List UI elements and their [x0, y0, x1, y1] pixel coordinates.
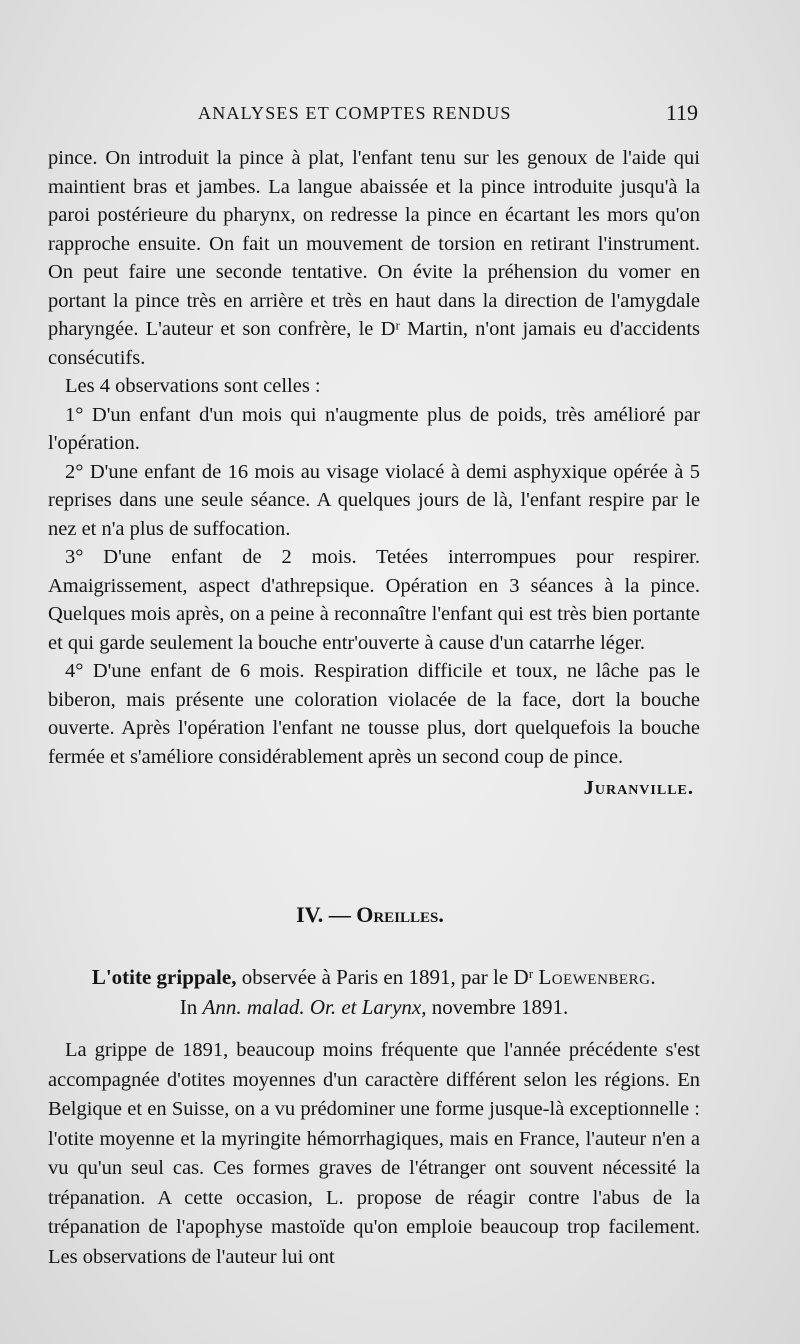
article-title-bold: L'otite grippale, — [91, 965, 237, 989]
paragraph-observation-2: 2° D'une enfant de 16 mois au visage violacé à demi asphyxique opérée à 5 reprises dans une seule séance. A quelques jours de là, l'enfant respire par le nez et n'a plus de suffocation. — [48, 460, 700, 540]
page-number: 119 — [665, 100, 698, 125]
paragraph-procedure: pince. On introduit la pince à plat, l'enfant tenu sur les genoux de l'aide qui maintient bras et jambes. La langue abaissée et la pince introduite jusqu'à la paroi postérieure du pharynx, on redresse la pince en écartant les mors qu'on rapproche ensuite. On fait un mouvement de torsion en retirant l'instrument. On peut faire une seconde tentative. On évite la préhension du vomer en portant la pince très en arrière et très en haut dans la direction de l'amygdale pharyngée. L'auteur et son confrère, le Dʳ Martin, n'ont jamais eu d'accidents consécutifs. — [48, 147, 700, 369]
author-signature: Juranville. — [583, 777, 694, 799]
continued-text — [48, 144, 700, 803]
paragraph-observation-3: 3° D'une enfant de 2 mois. Tetées interrompues pour respirer. Amaigrissement, aspect d'athrepsique. Opération en 3 séances à la pince. Quelques mois après, on a peine à reconnaître l'enfant qui est très bien portante et qui garde seulement la bouche entr'ouverte à cause d'un catarrhe léger. — [48, 546, 700, 654]
paragraph-observation-4: 4° D'une enfant de 6 mois. Respiration difficile et toux, ne lâche pas le biberon, mais présente une coloration violacée de la face, dort la bouche ouverte. Après l'opération l'enfant ne tousse plus, dort quelquefois la bouche fermée et s'améliore considérablement après un second coup de pince. — [48, 660, 700, 768]
article-body — [48, 1036, 700, 1272]
reference-journal: Ann. malad. Or. et Larynx, — [202, 995, 427, 1019]
article-paragraph: La grippe de 1891, beaucoup moins fréquente que l'année précédente s'est accompagnée d'otites moyennes d'un caractère différent selon les régions. En Belgique et en Suisse, on a vu prédominer une forme jusque-là exceptionnelle : l'otite moyenne et la myringite hémorrhagiques, mais en France, l'auteur n'en a vu qu'un seul cas. Ces formes graves de l'étranger ont souvent nécessité la trépanation. A cette occasion, L. propose de réagir contre l'abus de la trépanation de l'apophyse mastoïde qu'on emploie beaucoup trop facilement. Les observations de l'auteur lui ont — [48, 1039, 700, 1268]
page-header — [48, 100, 698, 130]
reference-in: In — [179, 995, 203, 1019]
article-title — [48, 962, 700, 1022]
article-title-line-1 — [48, 962, 700, 992]
running-title: ANALYSES ET COMPTES RENDUS — [198, 103, 512, 123]
article-reference — [48, 992, 700, 1022]
paragraph-observations-intro: Les 4 observations sont celles : — [65, 375, 321, 397]
section-heading: IV. — Oreilles. — [296, 902, 444, 927]
article-title-rest: observée à Paris en 1891, par le — [236, 965, 514, 989]
paragraph-observation-1: 1° D'un enfant d'un mois qui n'augmente plus de poids, très amélioré par l'opération. — [48, 403, 700, 454]
author-name: Loewenberg. — [538, 965, 657, 989]
author-prefix: Dʳ — [513, 965, 539, 989]
reference-date: novembre 1891. — [426, 995, 569, 1019]
